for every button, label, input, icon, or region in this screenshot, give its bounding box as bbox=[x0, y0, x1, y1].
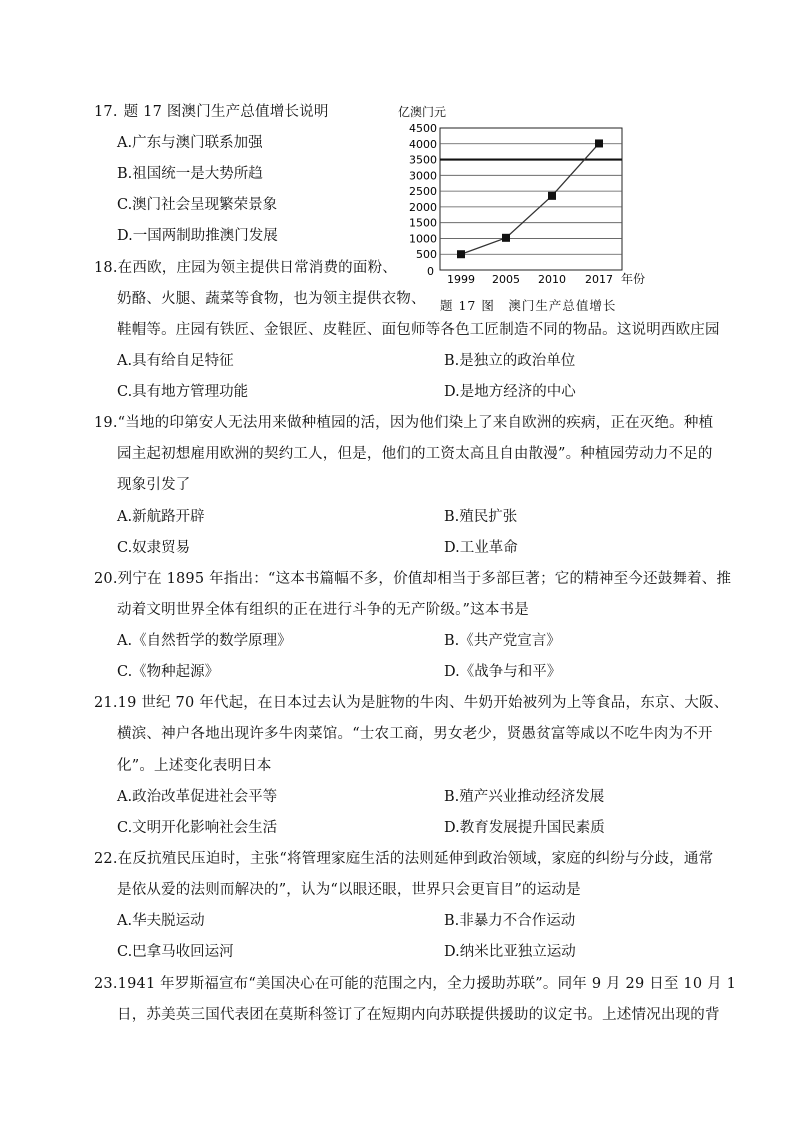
question-19-stem-line-1 bbox=[94, 413, 713, 433]
y-tick-label: 3000 bbox=[409, 169, 437, 183]
question-19-stem-line-3: 现象引发了 bbox=[117, 477, 191, 493]
question-20-option-d: D.《战争与和平》 bbox=[444, 664, 562, 680]
gridlines bbox=[440, 144, 622, 254]
figure-caption: 题 17 图 澳门生产总值增长 bbox=[440, 298, 617, 313]
question-19-option-b: B.殖民扩张 bbox=[444, 509, 518, 525]
question-18-option-a: A.具有给自足特征 bbox=[117, 353, 234, 369]
question-20-stem-line-2: 动着文明世界全体有组织的正在进行斗争的无产阶级。”这本书是 bbox=[117, 602, 529, 618]
question-text: “当地的印第安人无法用来做种植园的活，因为他们染上了来自欧洲的疾病，正在灭绝。种植 bbox=[117, 415, 714, 431]
x-tick-label: 2017 bbox=[585, 273, 613, 286]
question-text: 列宁在 1895 年指出：“这本书篇幅不多，价值却相当于多部巨著；它的精神至今还鼓舞着、推 bbox=[117, 571, 732, 587]
question-21-stem-line-1 bbox=[94, 693, 728, 713]
question-number: 18. bbox=[94, 260, 118, 276]
y-tick-label: 500 bbox=[416, 248, 437, 262]
y-tick-label: 4000 bbox=[409, 137, 437, 151]
y-tick-label: 2500 bbox=[409, 185, 437, 199]
question-23-stem-line-2: 日，苏美英三国代表团在莫斯科签订了在短期内向苏联提供援助的议定书。上述情况出现的背 bbox=[117, 1007, 720, 1023]
y-tick-label: 1500 bbox=[409, 216, 437, 230]
question-18-option-d: D.是地方经济的中心 bbox=[444, 384, 576, 400]
y-tick-label: 2000 bbox=[409, 200, 437, 214]
question-22-option-b: B.非暴力不合作运动 bbox=[444, 913, 576, 929]
y-axis-label: 亿澳门元 bbox=[398, 105, 447, 119]
question-19-stem-line-2: 园主起初想雇用欧洲的契约工人，但是，他们的工资太高且自由散漫”。种植园劳动力不足的 bbox=[117, 446, 713, 462]
question-17-option-c: C.澳门社会呈现繁荣景象 bbox=[117, 197, 278, 213]
data-point bbox=[548, 192, 556, 200]
question-number: 19. bbox=[94, 415, 118, 431]
y-tick-label: 4500 bbox=[409, 122, 437, 135]
question-19-option-c: C.奴隶贸易 bbox=[117, 540, 191, 556]
question-19-option-d: D.工业革命 bbox=[444, 540, 518, 556]
question-23-stem-line-1 bbox=[94, 974, 736, 994]
question-18-option-c: C.具有地方管理功能 bbox=[117, 384, 249, 400]
question-21-stem-line-2: 横滨、神户各地出现许多牛肉菜馆。“士农工商，男女老少，贤愚贫富等咸以不吃牛肉为不开 bbox=[117, 726, 713, 742]
question-text: 19 世纪 70 年代起，在日本过去认为是脏物的牛肉、牛奶开始被列为上等食品，东京、大阪、 bbox=[117, 695, 729, 711]
plot-frame bbox=[440, 128, 622, 270]
y-tick-labels bbox=[409, 122, 437, 278]
question-22-option-c: C.巴拿马收回运河 bbox=[117, 944, 234, 960]
question-19-option-a: A.新航路开辟 bbox=[117, 509, 205, 525]
question-number: 20. bbox=[94, 571, 118, 587]
question-21-option-a: A.政治改革促进社会平等 bbox=[117, 789, 278, 805]
question-20-option-b: B.《共产党宣言》 bbox=[444, 633, 561, 649]
question-text: 在西欧，庄园为领主提供日常消费的面粉、 bbox=[117, 260, 397, 276]
question-18-stem-line-1 bbox=[94, 258, 397, 278]
question-22-option-d: D.纳米比亚独立运动 bbox=[444, 944, 576, 960]
y-tick-label: 0 bbox=[427, 265, 434, 278]
x-tick-label: 2005 bbox=[492, 273, 520, 286]
question-number: 21. bbox=[94, 695, 118, 711]
data-point bbox=[457, 250, 465, 258]
question-22-stem-line-1 bbox=[94, 849, 713, 869]
x-axis-label: 年份 bbox=[621, 272, 646, 286]
question-text: 题 17 图澳门生产总值增长说明 bbox=[123, 104, 329, 120]
question-21-stem-line-3: 化”。上述变化表明日本 bbox=[117, 758, 272, 774]
data-point bbox=[595, 139, 603, 147]
question-20-option-a: A.《自然哲学的数学原理》 bbox=[117, 633, 292, 649]
question-text: 在反抗殖民压迫时，主张“将管理家庭生活的法则延伸到政治领域，家庭的纠纷与分歧，通常 bbox=[117, 851, 714, 867]
question-text: 1941 年罗斯福宣布“美国决心在可能的范围之内，全力援助苏联”。同年 9 月 29 日至 10 月 1 bbox=[117, 976, 737, 992]
gdp-series bbox=[457, 139, 603, 258]
question-18-option-b: B.是独立的政治单位 bbox=[444, 353, 576, 369]
x-tick-label: 2010 bbox=[538, 273, 566, 286]
question-20-option-c: C.《物种起源》 bbox=[117, 664, 220, 680]
question-21-option-c: C.文明开化影响社会生活 bbox=[117, 820, 278, 836]
y-tick-label: 1000 bbox=[409, 232, 437, 246]
question-17-option-d: D.一国两制助推澳门发展 bbox=[117, 228, 278, 244]
question-number: 17. bbox=[94, 104, 118, 120]
x-tick-label: 1999 bbox=[447, 273, 475, 286]
question-17-option-a: A.广东与澳门联系加强 bbox=[117, 135, 263, 151]
question-18-stem-line-3: 鞋帽等。庄园有铁匠、金银匠、皮鞋匠、面包师等各色工匠制造不同的物品。这说明西欧庄园 bbox=[117, 322, 720, 338]
question-17-option-b: B.祖国统一是大势所趋 bbox=[117, 166, 263, 182]
question-21-option-d: D.教育发展提升国民素质 bbox=[444, 820, 605, 836]
question-22-stem-line-2: 是依从爱的法则而解决的”，认为“以眼还眼，世界只会更盲目”的运动是 bbox=[117, 882, 581, 898]
data-point bbox=[502, 234, 510, 242]
question-20-stem-line-1 bbox=[94, 569, 731, 589]
question-number: 23. bbox=[94, 976, 118, 992]
question-21-option-b: B.殖产兴业推动经济发展 bbox=[444, 789, 605, 805]
x-tick-labels bbox=[447, 273, 613, 286]
y-tick-label: 3500 bbox=[409, 153, 437, 167]
question-18-stem-line-2: 奶酪、火腿、蔬菜等食物，也为领主提供衣物、 bbox=[117, 291, 426, 307]
question-22-option-a: A.华夫脱运动 bbox=[117, 913, 205, 929]
question-17-stem bbox=[94, 102, 329, 122]
question-number: 22. bbox=[94, 851, 118, 867]
gdp-growth-chart bbox=[398, 100, 658, 320]
